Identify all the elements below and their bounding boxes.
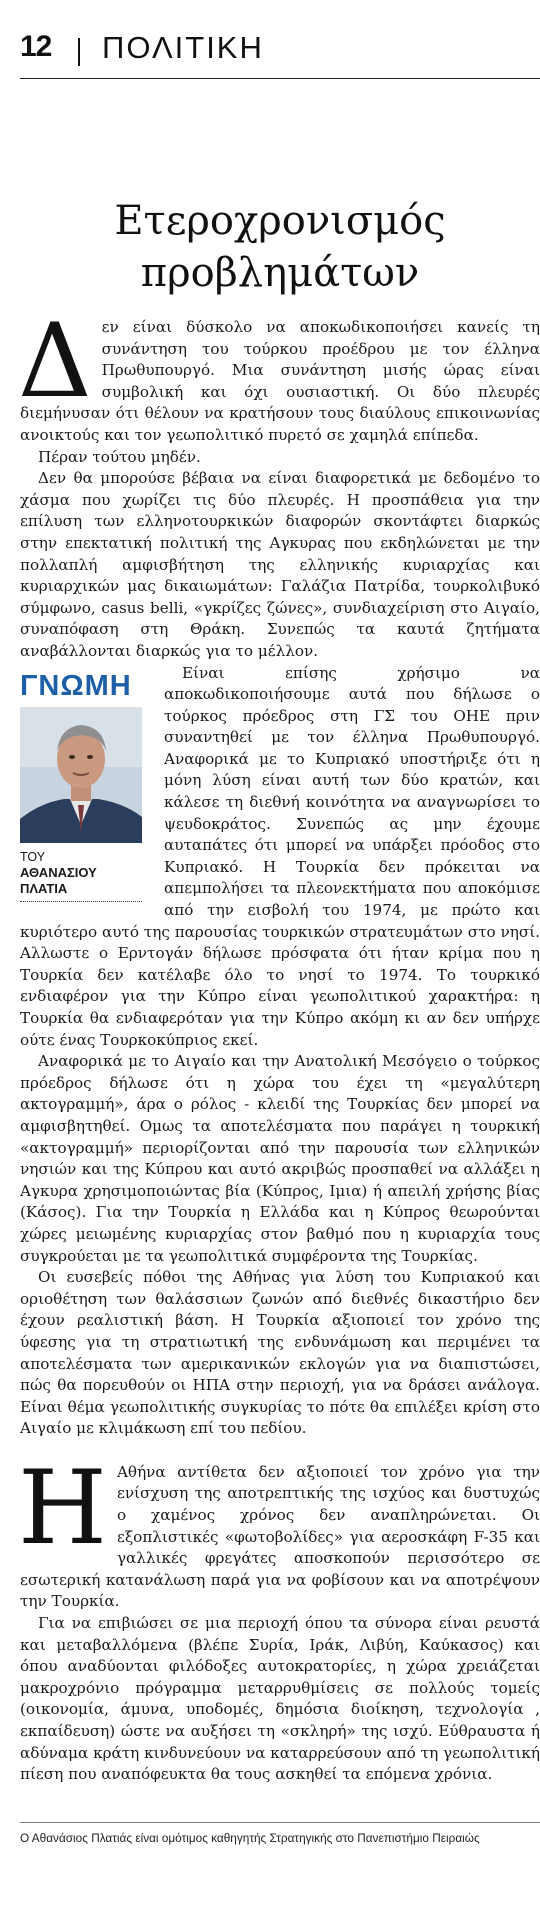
paragraph <box>20 468 540 662</box>
article-body <box>18 302 540 1786</box>
author-footnote: Ο Αθανάσιος Πλατιάς είναι ομότιμος καθηγητής Στρατηγικής στο Πανεπιστήμιο Πειραιώς <box>20 1831 480 1845</box>
paragraph <box>18 1448 540 1613</box>
header-separator <box>78 38 80 66</box>
paragraph: Είναι επίσης χρήσιμο να αποκωδικοποιήσουμε αυτά που δήλωσε ο τούρκος πρόεδρος στη ΓΣ του ΟΗΕ πριν συναντηθεί με τον έλληνα Πρωθυπουργό. Αναφορικά με το Κυπριακό υποστήριξε ότι η μόνη λύση είναι αυτή των δύο κρατών, και κάλεσε τη διεθνή κοινότητα να αναγνωρίσει το ψευδοκράτος. Συνεπώς ας μην έχουμε αυταπάτες ότι μπορεί να υπάρξει πρόοδος στο Κυπριακό. Η Τουρκία δεν πρόκειται να απεμπολήσει τα πλεονεκτήματα που αποκόμισε από την εισβολή του 1974, με πρώτο και κυριότερο αυτό της παρουσίας τουρκικών στρατευμάτων στο νησί. Αλλωστε ο Ερντογάν δήλωσε πρόσφατα ότι ήταν κρίμα που η Τουρκία δεν κατέλαβε όλο το νησί το 1974. Το τουρκικό ενδιαφέρον για την Κύπρο είναι γεωπολιτικού χαρακτήρα: η Τουρκία θα ενδιαφερόταν για την Κύπρο ακόμη κι αν δεν υπήρχε ούτε ένας Τουρκοκύπριος εκεί. <box>20 663 540 1049</box>
article <box>20 195 540 1786</box>
article-title: Ετεροχρονισμός προβλημάτων <box>114 198 446 296</box>
drop-cap: Δ <box>18 302 92 421</box>
opinion-box <box>20 669 150 902</box>
opinion-label: ΓΝΩΜΗ <box>20 669 132 702</box>
paragraph-text: Αθήνα αντίθετα δεν αξιοποιεί τον χρόνο για την ενίσχυση της αποτρεπτικής της ισχύος και δυστυχώς ο χαμένος χρόνος δεν αναπληρώνεται. Οι εξοπλιστικές «φωτοβολίδες» για αεροσκάφη F-35 και γαλλικές φρεγάτες αποσκοπούν περισσότερο σε εσωτερική κατανάλωση παρά για να φοβίσουν και να αποτρέψουν την Τουρκία. <box>20 1462 540 1611</box>
author-photo <box>20 707 142 843</box>
paragraph-text: Δεν θα μπορούσε βέβαια να είναι διαφορετικά με δεδομένο το χάσμα που χωρίζει τις δύο πλευρές. Η προσπάθεια για την επίλυση των ελληνοτουρκικών διαφορών σκοντάφτει διαρκώς στην επεκτατική πολιτική της Αγκυρας που εκδηλώνεται με την πολλαπλή αμφισβήτηση της ελληνικής κυριαρχίας και κυριαρχικών μας δικαιωμάτων: Γαλάζια Πατρίδα, τουρκολιβυκό σύμφωνο, casus belli, «γκρίζες ζώνες», συνδιαχείριση στο Αιγαίο, συναπόφαση στη Θράκη. Συνεπώς τα καυτά ζητήματα αναβάλλονται διαρκώς για το μέλλον. <box>20 469 540 660</box>
paragraph <box>18 302 540 447</box>
author-portrait-icon <box>20 707 142 843</box>
header-rule <box>20 78 540 79</box>
byline-divider <box>20 901 142 902</box>
paragraph: Για να επιβιώσει σε μια περιοχή όπου τα σύνορα είναι ρευστά και μεταβαλλόμενα (βλέπε Συρία, Ιράκ, Λιβύη, Καύκασος) και όπου αναδύονται φιλόδοξες αυτοκρατορίες, η χώρα χρειάζεται μακροχρόνιο πρόγραμμα μεταρρυθμίσεις σε πολλούς τομείς (οικονομία, άμυνα, υποδομές, δημόσια διοίκηση, τεχνολογία , εκπαίδευση) ώστε να αυξήσει τη «σκληρή» της ισχύ. Εύθραυστα ή αδύναμα κράτη κινδυνεύουν να καταρρεύσουν από τη γεωπολιτική πίεση που αναπόφευκτα θα τους ασκηθεί τα επόμενα χρόνια. <box>20 1614 540 1784</box>
author-name-line-1: ΑΘΑΝΑΣΙΟΥ <box>20 864 97 880</box>
paragraph: Πέραν τούτου μηδέν. <box>38 447 201 466</box>
page-header <box>0 0 540 78</box>
paragraph-text: εν είναι δύσκολο να αποκωδικοποιήσει κανείς τη συνάντηση του τούρκου προέδρου με τον έλληνα Πρωθυπουργό. Μια συνάντηση μισής ώρας είναι συμβολική και όχι ουσιαστική. Οι δύο πλευρές διεμήνυσαν ότι θέλουν να κρατήσουν τους διαύλους επικοινωνίας ανοικτούς και τον γεωπολιτικό πυρετό σε χαμηλά επίπεδα. <box>20 318 540 444</box>
drop-cap: Η <box>18 1448 107 1568</box>
paragraph: Οι ευσεβείς πόθοι της Αθήνας για λύση του Κυπριακού και οριοθέτηση των θαλάσσιων ζωνών από διεθνές δικαστήριο δεν έχουν ρεαλιστική βάση. Η Τουρκία αξιοποιεί τον χρόνο της ύφεσης για τη στρατιωτική της ενδυνάμωση και περιμένει τα αποτελέσματα των αμερικανικών εκλογών για να διαπιστώσει, πώς θα πορευθούν οι ΗΠΑ στην περιοχή, για να δράσει ανάλογα. Είναι θέμα γεωπολιτικής συγκυρίας το πότε θα επιλέξει κρίση στο Αιγαίο με κλιμάκωση επί του πεδίου. <box>20 1268 540 1438</box>
page-number: 12 <box>20 30 52 63</box>
footnote-rule <box>20 1822 540 1823</box>
byline-prefix: ΤΟΥ <box>20 849 46 864</box>
paragraph: Αναφορικά με το Αιγαίο και την Ανατολική Μεσόγειο ο τούρκος πρόεδρος δήλωσε ότι η χώρα του έχει τη «μεγαλύτερη ακτογραμμή», άρα ο ρόλος - κλειδί της Τουρκίας δεν μπορεί να αμφισβητηθεί. Ομως τα αποτελέσματα που παράγει η τουρκική «ακτογραμμή» περιορίζονται από την παρουσία των ελληνικών νησιών και της Κύπρου και αυτό ακριβώς προσπαθεί να αλλάξει η Αγκυρα χρησιμοποιώντας βία (Κύπρος, Ιμια) ή απειλή χρήσης βίας (Κάσος). Για την Τουρκία η Ελλάδα και η Κύπρος θεωρούνται χώρες μειωμένης κυριαρχίας στον βαθμό που η κυριαρχία τους συγκρούεται με τα γεωπολιτικά συμφέροντα της Τουρκίας. <box>20 1052 540 1265</box>
section-title: ΠΟΛΙΤΙΚΗ <box>102 30 264 65</box>
author-name-line-2: ΠΛΑΤΙΑ <box>20 880 68 896</box>
